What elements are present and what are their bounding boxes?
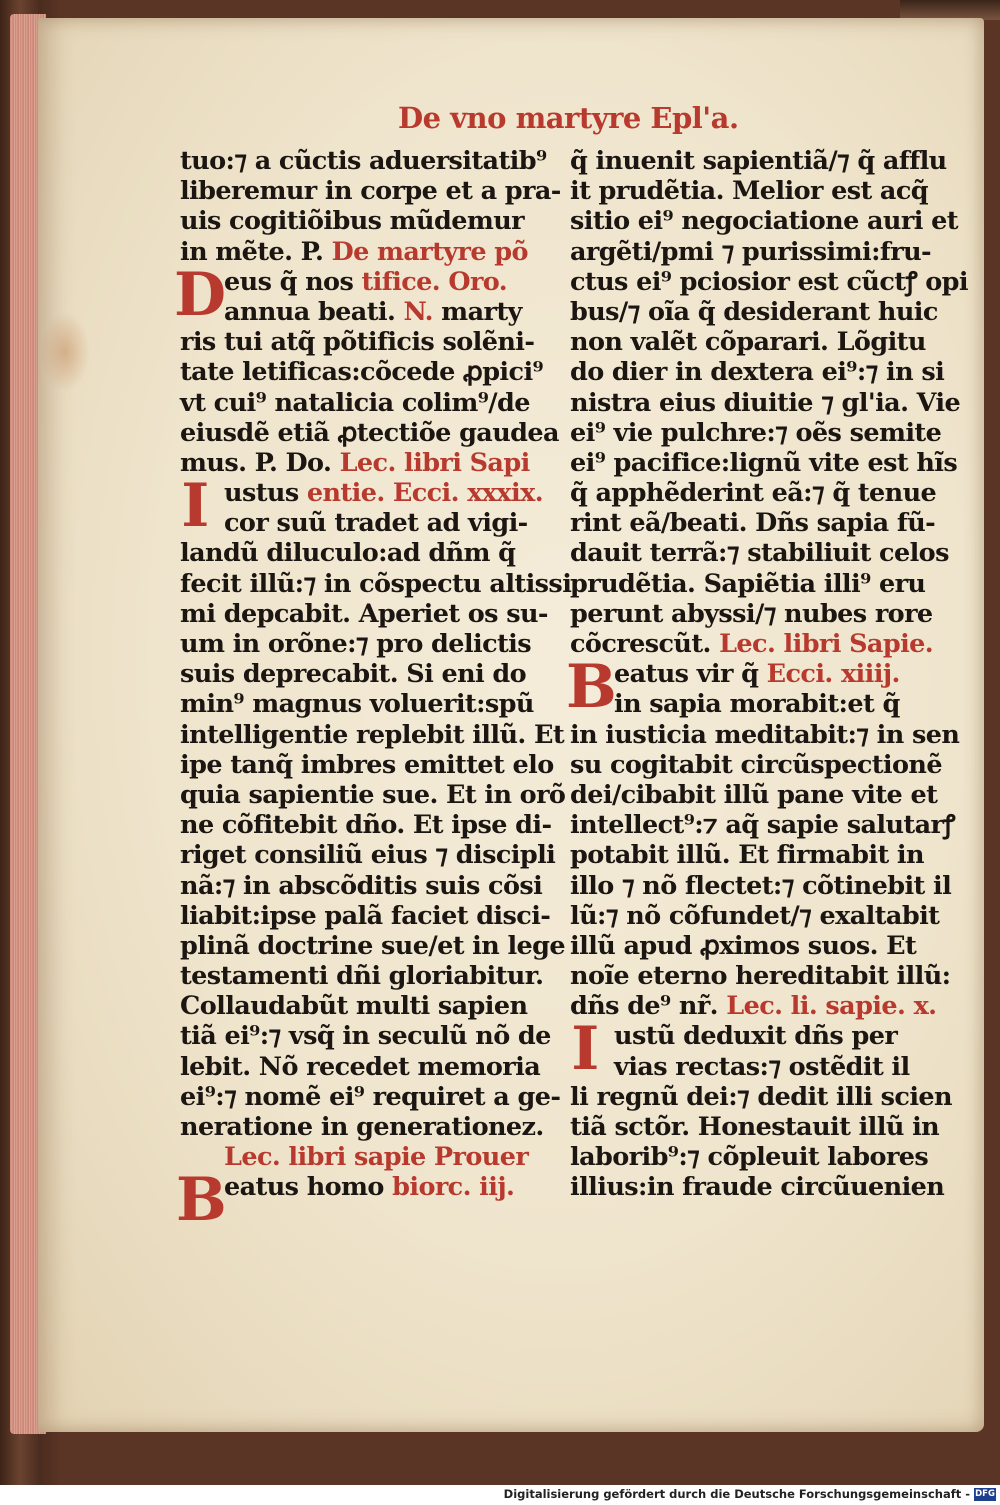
text-run: in sapia morabit:et q̃ (614, 689, 900, 720)
text-run: in iusticia meditabit:⁊ in sen (570, 719, 960, 750)
text-run: liabit:ipse palã faciet disci- (180, 900, 551, 931)
right_column-line (570, 478, 937, 509)
text-run: sitio ei⁹ negociatione auri et (570, 206, 958, 237)
rubric-run: De martyre põ (331, 236, 528, 267)
text-run: argẽti/pmi ⁊ purissimi:fru- (570, 236, 932, 267)
rubricated-initial: B (176, 1165, 227, 1236)
text-run: illo ⁊ nõ flectet:⁊ cõtinebit il (570, 870, 952, 901)
left_column-line (180, 689, 540, 719)
right_column-line (570, 870, 952, 901)
text-run: dñs de⁹ nr̃. (570, 991, 727, 1022)
right_column-line (570, 689, 915, 719)
rubric-run: Lec. libri Sapie. (719, 629, 934, 659)
text-run: liberemur in corpe et a pra- (180, 176, 561, 207)
left_column-line (180, 388, 540, 418)
running-head: De vno martyre Epl'a. (398, 101, 739, 135)
text-run: illius:in fraude circũuenien (570, 1172, 945, 1203)
text-run: eus q̃ nos (224, 266, 362, 297)
left_column-line (180, 538, 540, 568)
left_column-line (180, 1112, 544, 1142)
right_column-line (570, 236, 932, 267)
rubric-run: Ecci. xiiij. (766, 659, 900, 690)
text-run: laborib⁹:⁊ cõpleuit labores (570, 1142, 929, 1173)
left_column-line (180, 237, 540, 267)
text-run: neratione in generationez. (180, 1112, 544, 1142)
text-run: eiusdẽ etiã ꝓtectiõe gaudea (180, 417, 559, 448)
right_column-line (570, 447, 958, 478)
rubric-run: tifice. Oro. (361, 266, 508, 297)
right_column-line (570, 719, 960, 750)
text-run: dauit terrã:⁊ stabiliuit celos (570, 538, 949, 569)
text-run: ctus ei⁹ pciosior est cũctꝭ opi (570, 266, 968, 297)
rubric-run: entie. Ecci. xxxix. (306, 478, 543, 509)
right_column-line (570, 1172, 945, 1203)
text-run: min⁹ magnus voluerit:spũ (180, 689, 534, 720)
text-run: annua beati. (224, 296, 404, 327)
right_column-line (570, 146, 947, 176)
left_column-line (180, 508, 540, 538)
text-run: riget consiliũ eius ⁊ discipli (180, 840, 556, 871)
left_column-line (180, 779, 566, 810)
text-run: testamenti dñi gloriabitur. (180, 961, 544, 992)
paper-stain (40, 312, 90, 392)
right_column-line (570, 387, 961, 418)
right_column-line (570, 1112, 940, 1142)
left_column-line (180, 357, 544, 388)
left_column-line (180, 840, 556, 871)
rubric-run: Lec. li. sapie. x. (726, 991, 937, 1022)
left_column-line (180, 930, 566, 961)
text-run: illũ apud ꝓximos suos. Et (570, 930, 917, 961)
text-run: fecit illũ:⁊ in cõspectu altissi (180, 568, 572, 599)
right_column-line (570, 538, 949, 569)
right_column-line (570, 991, 937, 1022)
text-run: landũ diluculo:ad dñm q̃ (180, 538, 516, 569)
text-run: tiã ei⁹:⁊ vsq̃ in seculũ nõ de (180, 1021, 551, 1052)
right_column-line (570, 629, 934, 659)
text-run: tuo:⁊ a cũctis aduersitatib⁹ (180, 146, 547, 176)
right_column-line (570, 296, 938, 327)
dfg-logo[interactable]: DFG (975, 1489, 995, 1499)
text-run: plinã doctrine sue/et in lege (180, 930, 566, 961)
right-text-column (566, 146, 968, 1203)
text-run: do dier in dextera ei⁹:⁊ in si (570, 357, 945, 388)
text-run: ei⁹ vie pulchre:⁊ oẽs semite (570, 417, 942, 448)
text-run: lebit. Nõ recedet memoria (180, 1051, 541, 1082)
text-run: dei/cibabit illũ pane vite et (570, 779, 938, 810)
right_column-line (570, 931, 915, 961)
text-run: intelligentie replebit illũ. Et (180, 719, 564, 750)
right_column-line (570, 176, 929, 207)
rubric-run: Lec. libri Sapi (339, 447, 530, 478)
text-run: non valẽt cõparari. Lõgitu (570, 327, 926, 358)
text-run: li regnũ dei:⁊ dedit illi scien (570, 1081, 952, 1112)
text-run: um in orõne:⁊ pro delictis (180, 629, 532, 659)
text-run: ne cõfitebit dño. Et ipse di- (180, 810, 552, 841)
left_column-line (180, 900, 551, 931)
left_column-line (180, 1052, 540, 1082)
text-run: Collaudabũt multi sapien (180, 991, 528, 1022)
right_column-line (570, 810, 955, 841)
text-run: quia sapientie sue. Et in orõ (180, 779, 566, 810)
right_column-line (570, 206, 958, 237)
rubric-run: Lec. libri sapie Prouer (224, 1142, 529, 1173)
text-run: su cogitabit circũspectionẽ (570, 749, 942, 780)
text-run: potabit illũ. Et firmabit in (570, 840, 924, 871)
right_column-line (570, 568, 926, 599)
left_column-line (180, 327, 540, 357)
text-run: lũ:⁊ nõ cõfundet/⁊ exaltabit (570, 900, 940, 931)
text-run: ustũ deduxit dñs per (614, 1021, 898, 1052)
text-run: it prudẽtia. Melior est acq̃ (570, 176, 929, 207)
left_column-line (180, 991, 540, 1021)
text-run: mus. P. Do. (180, 447, 340, 478)
text-run: perunt abyssi/⁊ nubes rore (570, 598, 933, 629)
book-top-edge (900, 0, 1000, 20)
left_column-line (180, 1081, 561, 1112)
right_column-line (570, 961, 951, 992)
right_column-line (570, 266, 968, 297)
text-run: bus/⁊ oĩa q̃ desiderant huic (570, 296, 938, 327)
text-run: mi depcabit. Aperiet os su- (180, 598, 548, 629)
text-run: nã:⁊ in abscõditis suis cõsi (180, 870, 543, 901)
left_column-line (180, 146, 547, 176)
funding-credit: Digitalisierung gefördert durch die Deutsche Forschungsgemeinschaft - (503, 1487, 970, 1501)
text-run: tiã sctõr. Honestauit illũ in (570, 1112, 940, 1142)
right_column-line (570, 1142, 929, 1173)
text-run: ris tui atq̃ põtificis solẽni- (180, 327, 535, 358)
right_column-line (570, 900, 940, 931)
text-run: ei⁹ pacifice:lignũ vite est hĩs (570, 447, 958, 478)
rubricated-initial: I (571, 1014, 599, 1085)
left_column-line (180, 417, 559, 448)
right_column-line (570, 357, 945, 388)
text-run: q̃ apphẽderint eã:⁊ q̃ tenue (570, 478, 937, 509)
text-run: q̃ inuenit sapientiã/⁊ q̃ afflu (570, 146, 947, 176)
text-run: ei⁹:⁊ nomẽ ei⁹ requiret a ge- (180, 1081, 561, 1112)
text-run: ipe tanq̃ imbres emittet elo (180, 749, 554, 780)
left_column-line (180, 448, 540, 478)
text-run: ustus (224, 478, 307, 509)
right_column-line (570, 598, 933, 629)
left_column-line (180, 961, 544, 992)
text-run: cor suũ tradet ad vigi- (224, 508, 528, 539)
right_column-line (570, 508, 936, 539)
text-run: tate letificas:cõcede ꝓpici⁹ (180, 357, 544, 388)
rubric-run: N. (403, 296, 433, 327)
text-run: suis deprecabit. Si eni do (180, 659, 527, 690)
rubricated-initial: D (174, 259, 226, 330)
left_column-line (180, 598, 548, 629)
footer-bar (0, 1485, 1000, 1505)
rubricated-initial: I (181, 471, 209, 542)
text-run: nistra eius diuitie ⁊ gl'ia. Vie (570, 387, 961, 418)
right_column-line (570, 779, 938, 810)
right_column-line (570, 840, 924, 871)
text-run: eatus homo (224, 1172, 393, 1203)
left_column-line (180, 176, 561, 207)
text-run: vias rectas:⁊ ostẽdit il (614, 1051, 910, 1082)
left_column-line (180, 870, 543, 901)
text-run: marty (432, 296, 522, 327)
left_column-line (180, 297, 540, 327)
text-run: cõcrescũt. (570, 629, 720, 659)
right_column-line (570, 417, 942, 448)
rubric-run: biorc. iij. (392, 1172, 515, 1203)
rubricated-initial: B (566, 652, 617, 723)
right_column-line (570, 1081, 952, 1112)
text-run: prudẽtia. Sapiẽtia illi⁹ eru (570, 568, 926, 599)
right_column-line (570, 327, 926, 358)
right_column-line (570, 749, 942, 780)
left_column-line (180, 719, 564, 750)
text-run: in mẽte. P. (180, 236, 332, 267)
text-run: vt cui⁹ natalicia colim⁹/de (180, 387, 530, 418)
left_column-line (180, 749, 554, 780)
text-run: eatus vir q̃ (614, 659, 767, 690)
left_column-line (180, 1021, 551, 1052)
left_column-line (180, 810, 552, 841)
left_column-line (180, 206, 540, 236)
text-run: intellect⁹:⁊ aq̃ sapie salutarꝭ (570, 810, 955, 841)
text-run: uis cogitiõibus mũdemur (180, 206, 525, 237)
text-run: noĩe eterno hereditabit illũ: (570, 961, 951, 992)
left_column-line (180, 629, 540, 659)
left-text-column (174, 146, 572, 1236)
left_column-line (180, 659, 540, 689)
left_column-line (180, 1142, 540, 1172)
right_column-line (570, 1052, 915, 1082)
text-run: rint eã/beati. Dñs sapia fũ- (570, 508, 936, 539)
left_column-line (180, 568, 572, 599)
left_column-line (176, 1165, 540, 1236)
